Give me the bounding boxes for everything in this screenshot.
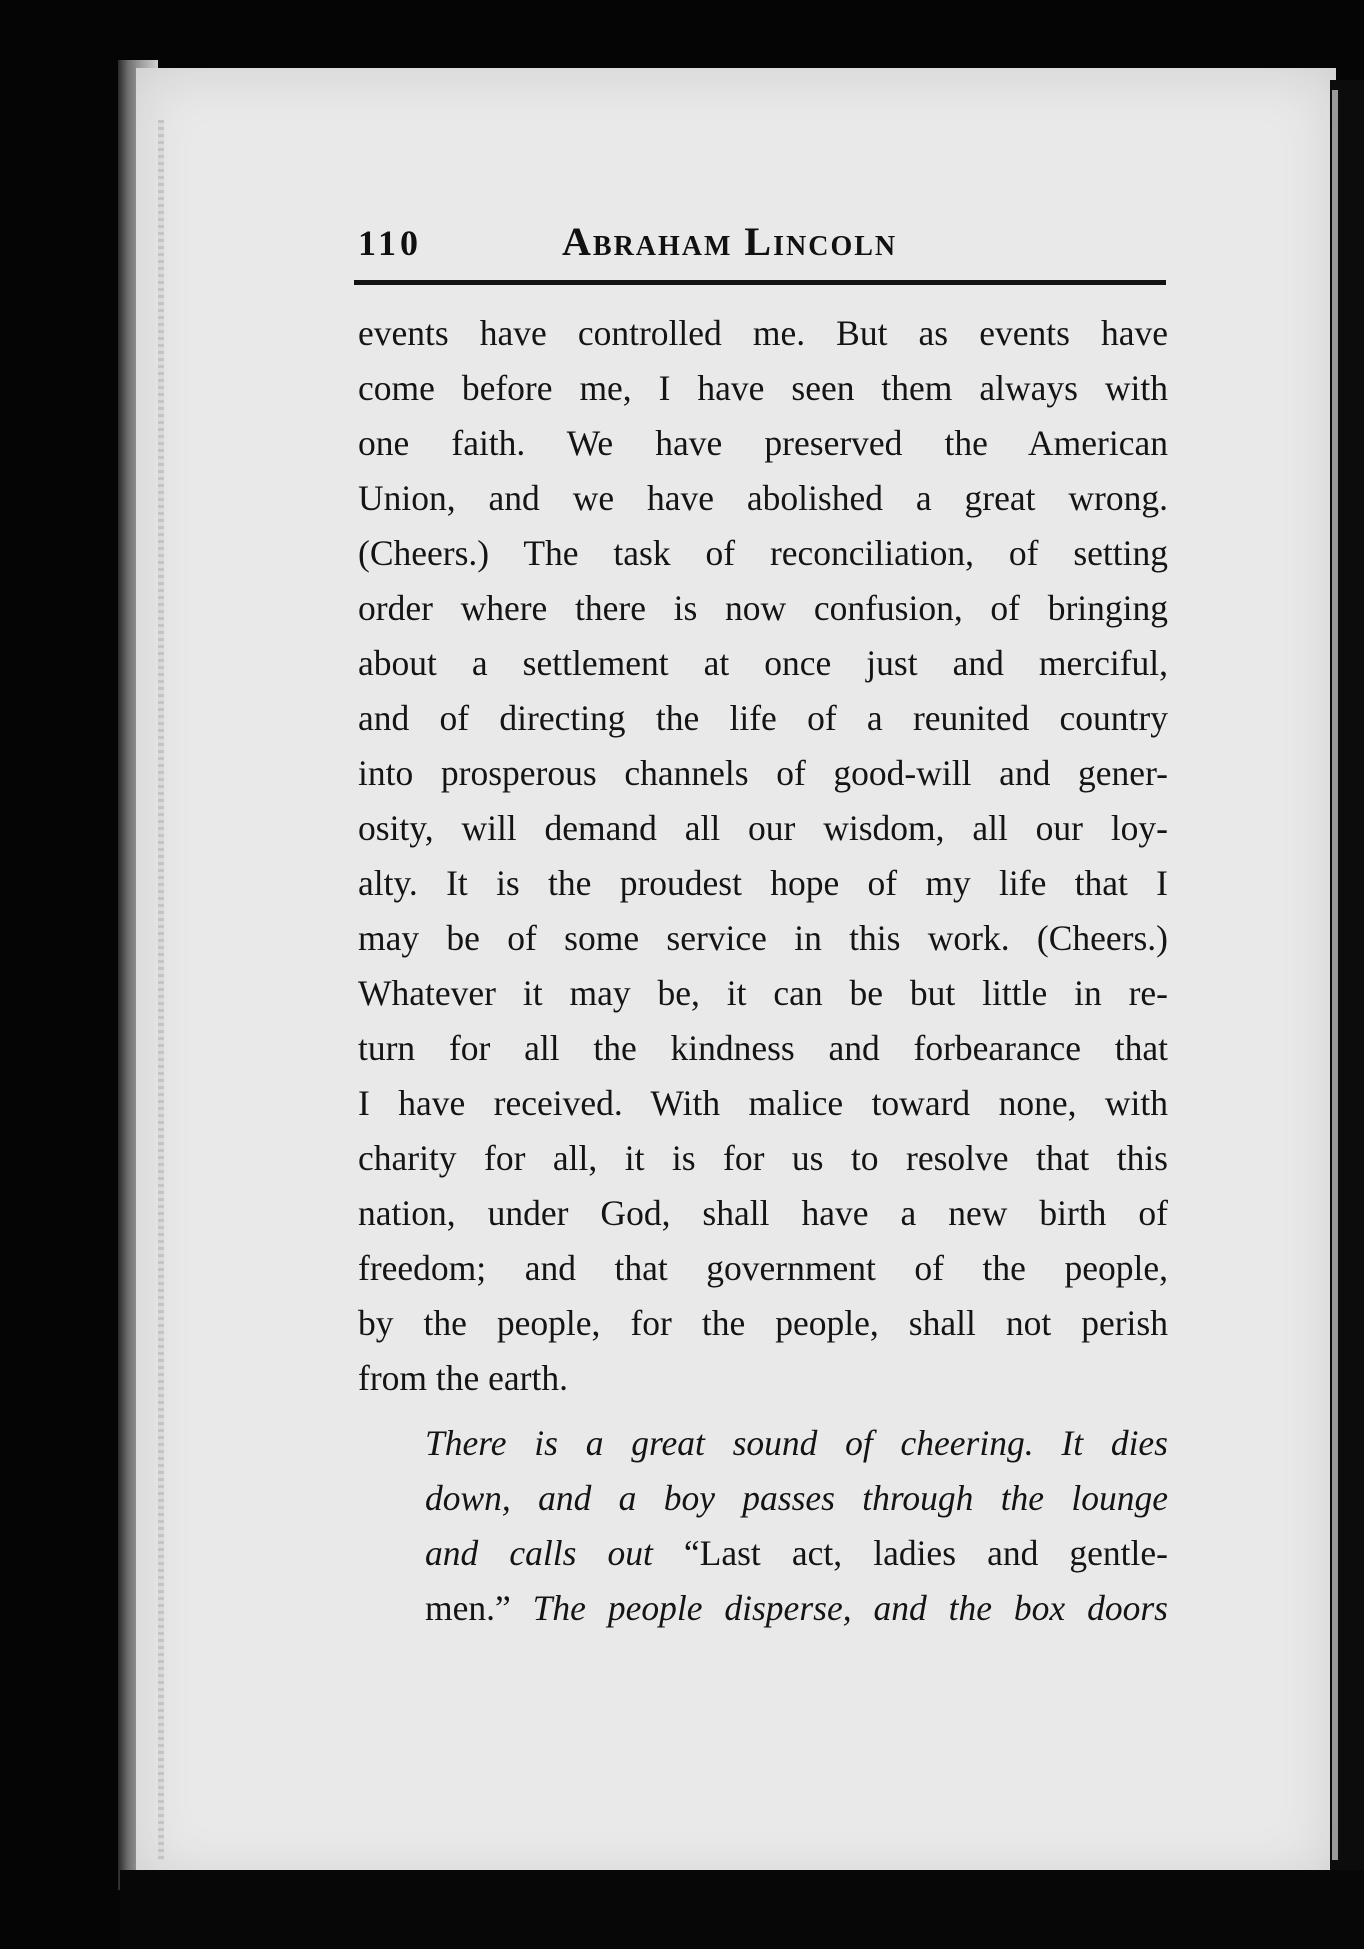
text-line: turn for all the kindness and forbearance that [358, 1028, 1168, 1068]
text-line: Whatever it may be, it can be but little in re- [358, 973, 1168, 1013]
text-line: I have received. With malice toward none, with [358, 1083, 1168, 1123]
stage-direction-line [425, 1581, 1168, 1636]
running-title: Abraham Lincoln [562, 219, 898, 264]
text-line: Union, and we have abolished a great wrong. [358, 478, 1168, 518]
stage-direction-italic: and calls out [425, 1533, 653, 1573]
text-line: (Cheers.) The task of reconciliation, of setting [358, 533, 1168, 573]
adjacent-page-strip [1332, 90, 1338, 1860]
text-line: order where there is now confusion, of bringing [358, 588, 1168, 628]
stage-direction-line [425, 1526, 1168, 1581]
text-line: charity for all, it is for us to resolve that this [358, 1138, 1168, 1178]
text-line: from the earth. [358, 1358, 568, 1398]
text-line: into prosperous channels of good-will and gener- [358, 753, 1168, 793]
running-header [358, 219, 1168, 282]
body-paragraph [358, 306, 1168, 1406]
stage-direction-line: down, and a boy passes through the lounge [425, 1478, 1168, 1518]
bottom-shadow [120, 1870, 1364, 1949]
text-line: about a settlement at once just and merciful, [358, 643, 1168, 683]
text-line: and of directing the life of a reunited country [358, 698, 1168, 738]
page-number: 110 [358, 223, 423, 263]
stage-direction-quote: men.” [425, 1588, 511, 1628]
text-line: one faith. We have preserved the American [358, 423, 1168, 463]
text-line: nation, under God, shall have a new birth of [358, 1193, 1168, 1233]
text-line: may be of some service in this work. (Cheers.) [358, 918, 1168, 958]
text-line: events have controlled me. But as events have [358, 313, 1168, 353]
stage-direction-quote: “Last act, ladies and gentle- [652, 1533, 1168, 1573]
stage-direction [425, 1416, 1168, 1636]
stage-direction-italic: The people disperse, and the box doors [510, 1588, 1168, 1628]
text-line: come before me, I have seen them always with [358, 368, 1168, 408]
text-line: osity, will demand all our wisdom, all our loy- [358, 808, 1168, 848]
text-line: freedom; and that government of the people, [358, 1248, 1168, 1288]
header-rule [354, 280, 1166, 285]
gutter-edge-texture [158, 120, 164, 1860]
text-line: by the people, for the people, shall not perish [358, 1303, 1168, 1343]
stage-direction-line: There is a great sound of cheering. It dies [425, 1423, 1168, 1463]
text-line: alty. It is the proudest hope of my life that I [358, 863, 1168, 903]
